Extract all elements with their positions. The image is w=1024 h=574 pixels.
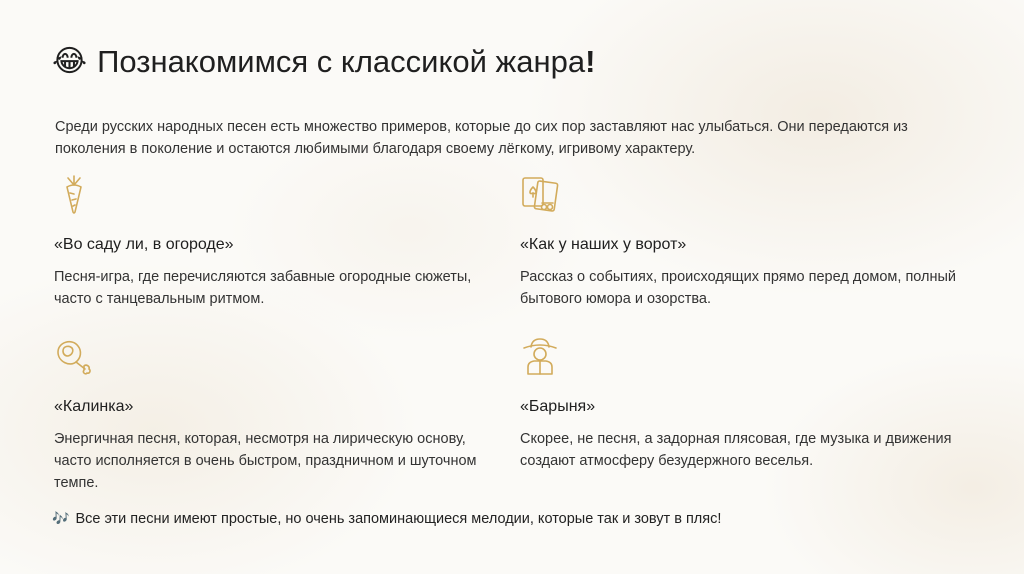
page-title-text: Познакомимся с классикой жанра [97, 44, 586, 79]
footer-note [52, 511, 992, 527]
song-card-kak-u-nashikh [520, 174, 960, 310]
song-title: «Во саду ли, в огороде» [54, 236, 234, 253]
ham-icon [54, 336, 94, 376]
carrot-icon [54, 174, 94, 214]
song-card-kalinka [54, 336, 494, 494]
song-description: Рассказ о событиях, происходящих прямо перед домом, полный бытового юмора и озорства. [520, 269, 957, 307]
song-description: Песня-игра, где перечисляются забавные огородные сюжеты, часто с танцевальным ритмом. [54, 269, 472, 307]
song-title: «Барыня» [520, 398, 596, 415]
laughing-face-icon: 😂 [52, 44, 88, 79]
farmer-icon [520, 336, 560, 376]
song-description: Скорее, не песня, а задорная плясовая, где музыка и движения создают атмосферу безудержного веселья. [520, 431, 952, 469]
song-description: Энергичная песня, которая, несмотря на лирическую основу, часто исполняется в очень быстром, праздничном и шуточном темпе. [54, 431, 477, 491]
song-title: «Калинка» [54, 398, 134, 415]
footer-text: Все эти песни имеют простые, но очень запоминающиеся мелодии, которые так и зовут в пляс! [75, 511, 722, 527]
page-title [52, 44, 595, 80]
intro-paragraph: Среди русских народных песен есть множество примеров, которые до сих пор заставляют нас улыбаться. Они передаются из поколения в поколение и остаются любимыми благодаря своему лёгкому, игривому характеру. [55, 119, 908, 157]
song-card-barynya [520, 336, 960, 472]
song-card-vo-sadu [54, 174, 494, 310]
playing-cards-icon [520, 174, 560, 214]
page-title-exclaim: ! [585, 44, 596, 79]
song-title: «Как у наших у ворот» [520, 236, 687, 253]
music-notes-icon: 🎶 [52, 511, 70, 527]
